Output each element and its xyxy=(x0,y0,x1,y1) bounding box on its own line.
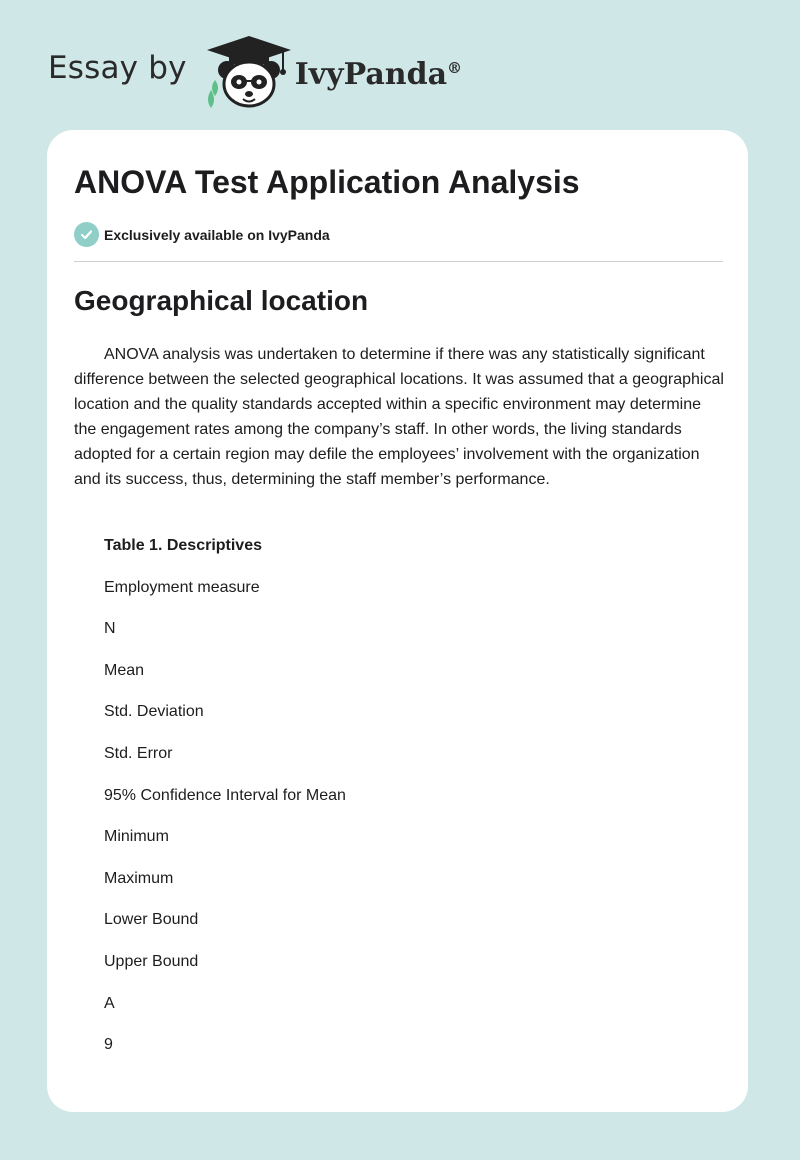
page-title: ANOVA Test Application Analysis xyxy=(74,164,580,200)
panda-graduate-icon xyxy=(201,34,297,110)
brand-header xyxy=(48,34,462,110)
table-line: Lower Bound xyxy=(104,911,199,929)
table-caption: Table 1. Descriptives xyxy=(104,537,262,554)
table-line: Mean xyxy=(104,661,145,679)
section-title: Geographical location xyxy=(74,285,369,316)
exclusive-badge xyxy=(74,222,330,247)
body-paragraph: ANOVA analysis was undertaken to determine if there was any statistically significant difference between the selected geographical locations. It was assumed that a geographical location and the quality standards accepted within a specific environment may determine the engagement rates among the company’s staff. In other words, the living standards adopted for a certain region may defile the employees’ involvement with the organization and its success, thus, determining the staff member’s performance. xyxy=(74,346,724,488)
brand-prefix: Essay by xyxy=(48,50,187,86)
title-divider xyxy=(74,261,723,262)
table-line: 9 xyxy=(104,1036,113,1054)
table-line: Minimum xyxy=(104,828,169,846)
table-line: 95% Confidence Interval for Mean xyxy=(104,786,346,804)
table-line: Maximum xyxy=(104,869,174,887)
article-card xyxy=(47,130,748,1112)
table-line: Std. Error xyxy=(104,744,173,762)
brand-name-text: IvyPanda xyxy=(294,56,448,92)
table-line: Std. Deviation xyxy=(104,703,204,721)
registered-mark: ® xyxy=(447,58,463,77)
table-line: A xyxy=(104,994,115,1012)
table-line: N xyxy=(104,620,116,638)
table-lines xyxy=(104,535,704,1076)
exclusive-badge-text: Exclusively available on IvyPanda xyxy=(104,226,330,243)
brand-name xyxy=(295,57,462,92)
check-circle-icon xyxy=(74,222,99,247)
table-line: Employment measure xyxy=(104,578,260,596)
table-line: Upper Bound xyxy=(104,952,199,970)
